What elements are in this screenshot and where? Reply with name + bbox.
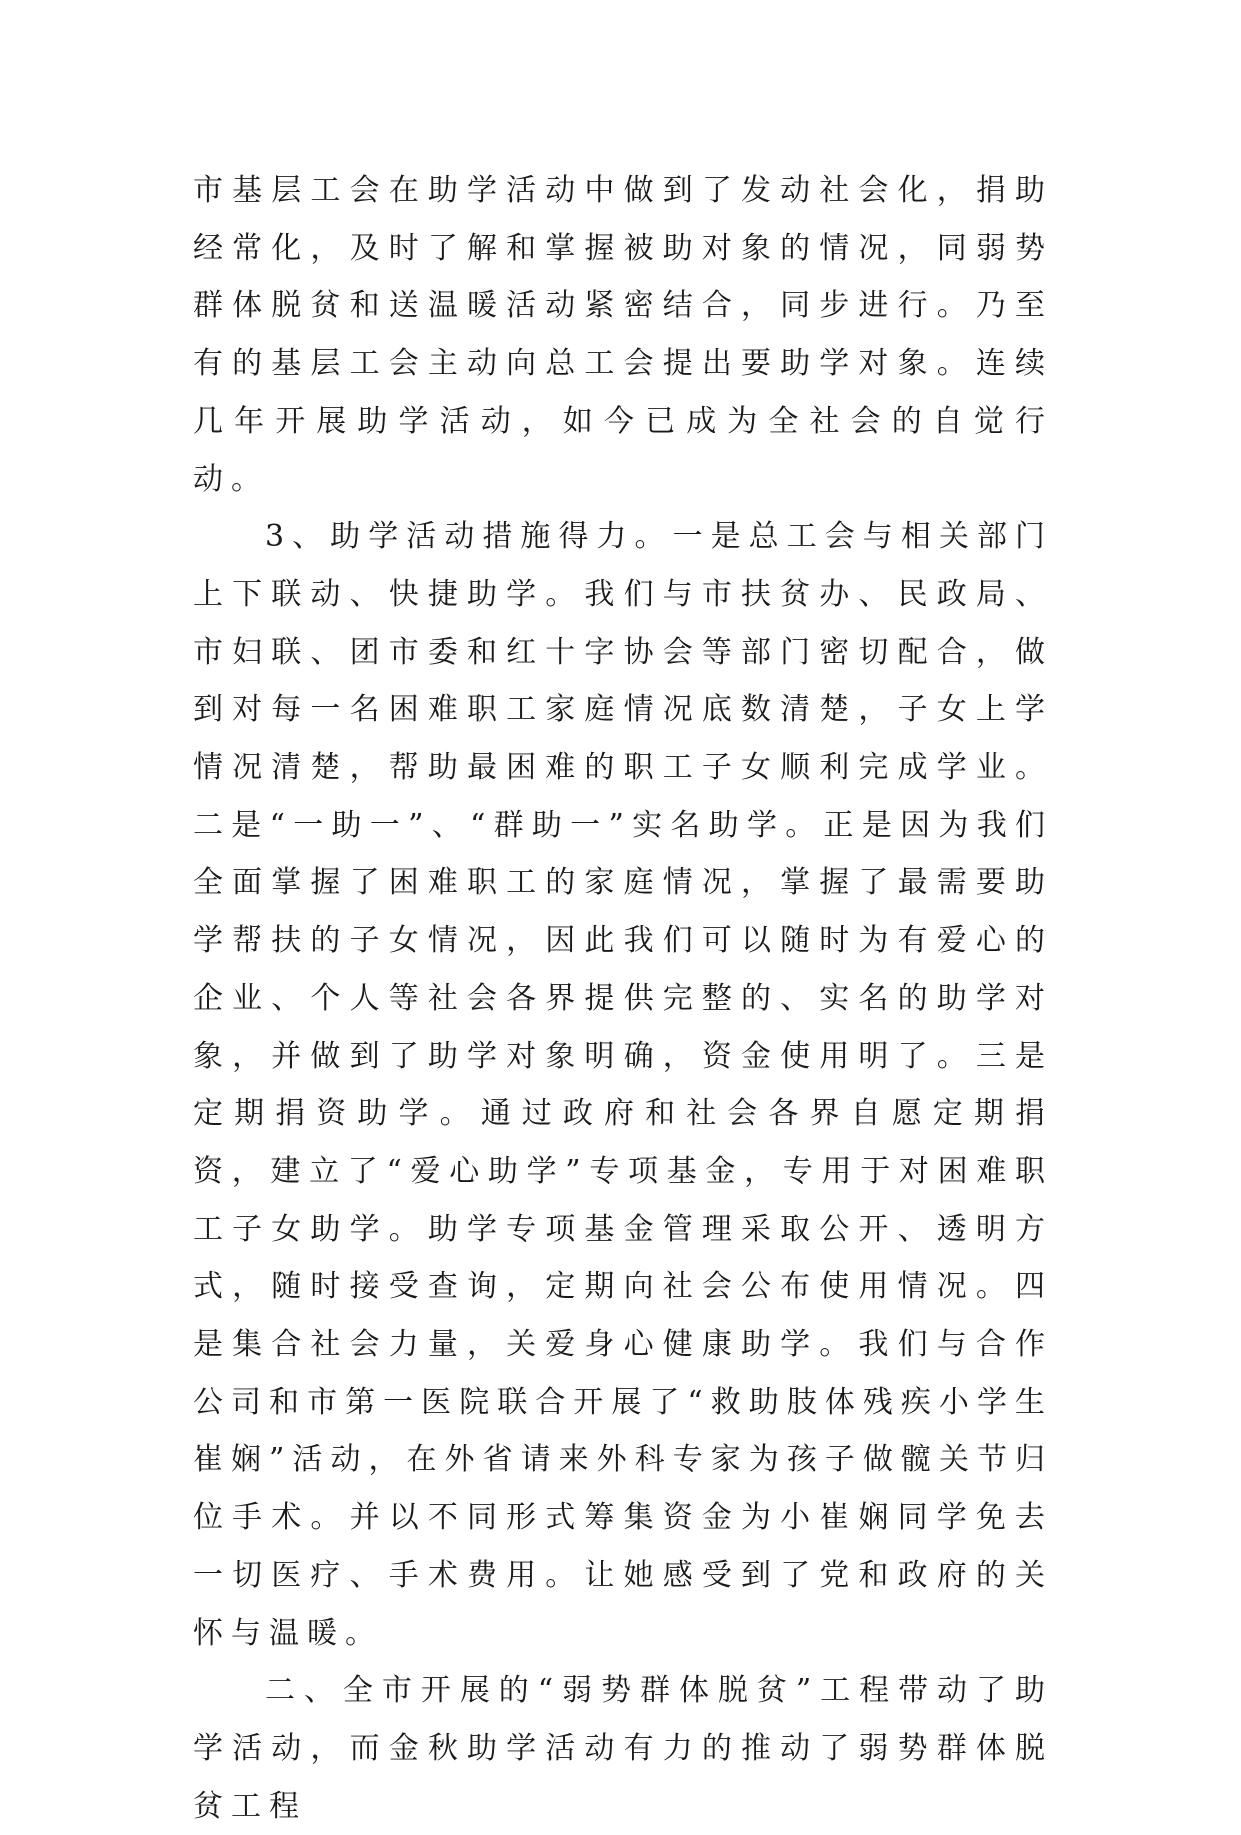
document-body (193, 162, 1053, 1835)
paragraph-continuation: 市基层工会在助学活动中做到了发动社会化，捐助经常化，及时了解和掌握被助对象的情况，同弱势群体脱贫和送温暖活动紧密结合，同步进行。乃至有的基层工会主动向总工会提出要助学对象。连续几年开展助学活动，如今已成为全社会的自觉行动。 (193, 173, 1053, 497)
paragraph-section-3: 3、助学活动措施得力。一是总工会与相关部门上下联动、快捷助学。我们与市扶贫办、民政局、市妇联、团市委和红十字协会等部门密切配合，做到对每一名困难职工家庭情况底数清楚，子女上学情况清楚，帮助最困难的职工子女顺利完成学业。二是“一助一”、“群助一”实名助学。正是因为我们全面掌握了困难职工的家庭情况，掌握了最需要助学帮扶的子女情况，因此我们可以随时为有爱心的企业、个人等社会各界提供完整的、实名的助学对象，并做到了助学对象明确，资金使用明了。三是定期捐资助学。通过政府和社会各界自愿定期捐资，建立了“爱心助学”专项基金，专用于对困难职工子女助学。助学专项基金管理采取公开、透明方式，随时接受查询，定期向社会公布使用情况。四是集合社会力量，关爱身心健康助学。我们与合作公司和市第一医院联合开展了“救助肢体残疾小学生崔娴”活动，在外省请来外科专家为孩子做髋关节归位手术。并以不同形式筹集资金为小崔娴同学免去一切医疗、手术费用。让她感受到了党和政府的关怀与温暖。 (193, 519, 1053, 1651)
paragraph-section-heading-2: 二、全市开展的“弱势群体脱贫”工程带动了助学活动，而金秋助学活动有力的推动了弱势群体脱贫工程 (193, 1673, 1053, 1824)
